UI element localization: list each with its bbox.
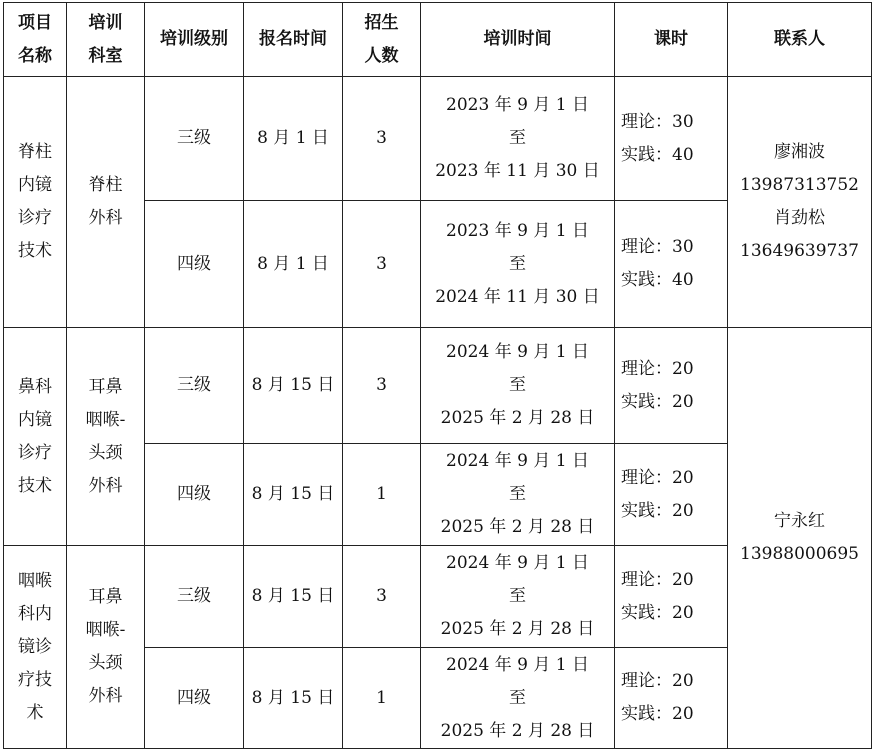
period-cell: 2024 年 9 月 1 日 至 2025 年 2 月 28 日 xyxy=(421,328,615,444)
level-cell: 四级 xyxy=(145,201,244,328)
dept-name: 耳鼻 咽喉- 头颈 外科 xyxy=(67,546,145,749)
hours-cell: 理论：20 实践：20 xyxy=(615,546,728,648)
project-name: 鼻科 内镜 诊疗 技术 xyxy=(4,328,67,546)
level-cell: 三级 xyxy=(145,328,244,444)
quota-cell: 1 xyxy=(343,444,421,546)
project-name: 脊柱 内镜 诊疗 技术 xyxy=(4,77,67,328)
hours-cell: 理论：30 实践：40 xyxy=(615,77,728,201)
signup-cell: 8 月 15 日 xyxy=(244,328,343,444)
signup-cell: 8 月 15 日 xyxy=(244,648,343,749)
table-row xyxy=(4,77,872,201)
period-cell: 2024 年 9 月 1 日 至 2025 年 2 月 28 日 xyxy=(421,648,615,749)
contact-cell: 宁永红 13988000695 xyxy=(728,328,872,749)
table-row xyxy=(4,328,872,444)
hours-cell: 理论：20 实践：20 xyxy=(615,444,728,546)
header-contact: 联系人 xyxy=(728,3,872,77)
quota-cell: 1 xyxy=(343,648,421,749)
header-period: 培训时间 xyxy=(421,3,615,77)
quota-cell: 3 xyxy=(343,77,421,201)
header-level: 培训级别 xyxy=(145,3,244,77)
level-cell: 三级 xyxy=(145,546,244,648)
signup-cell: 8 月 1 日 xyxy=(244,201,343,328)
quota-cell: 3 xyxy=(343,546,421,648)
level-cell: 四级 xyxy=(145,444,244,546)
period-cell: 2024 年 9 月 1 日 至 2025 年 2 月 28 日 xyxy=(421,546,615,648)
signup-cell: 8 月 1 日 xyxy=(244,77,343,201)
header-dept: 培训 科室 xyxy=(67,3,145,77)
dept-name: 耳鼻 咽喉- 头颈 外科 xyxy=(67,328,145,546)
header-signup: 报名时间 xyxy=(244,3,343,77)
signup-cell: 8 月 15 日 xyxy=(244,546,343,648)
period-cell: 2023 年 9 月 1 日 至 2024 年 11 月 30 日 xyxy=(421,201,615,328)
dept-name: 脊柱 外科 xyxy=(67,77,145,328)
period-cell: 2024 年 9 月 1 日 至 2025 年 2 月 28 日 xyxy=(421,444,615,546)
header-project: 项目 名称 xyxy=(4,3,67,77)
level-cell: 三级 xyxy=(145,77,244,201)
period-cell: 2023 年 9 月 1 日 至 2023 年 11 月 30 日 xyxy=(421,77,615,201)
header-row xyxy=(4,3,872,77)
header-hours: 课时 xyxy=(615,3,728,77)
hours-cell: 理论：30 实践：40 xyxy=(615,201,728,328)
contact-cell: 廖湘波 13987313752 肖劲松 13649639737 xyxy=(728,77,872,328)
hours-cell: 理论：20 实践：20 xyxy=(615,648,728,749)
hours-cell: 理论：20 实践：20 xyxy=(615,328,728,444)
quota-cell: 3 xyxy=(343,328,421,444)
project-name: 咽喉 科内 镜诊 疗技 术 xyxy=(4,546,67,749)
header-quota: 招生 人数 xyxy=(343,3,421,77)
quota-cell: 3 xyxy=(343,201,421,328)
level-cell: 四级 xyxy=(145,648,244,749)
training-table xyxy=(3,2,872,749)
signup-cell: 8 月 15 日 xyxy=(244,444,343,546)
